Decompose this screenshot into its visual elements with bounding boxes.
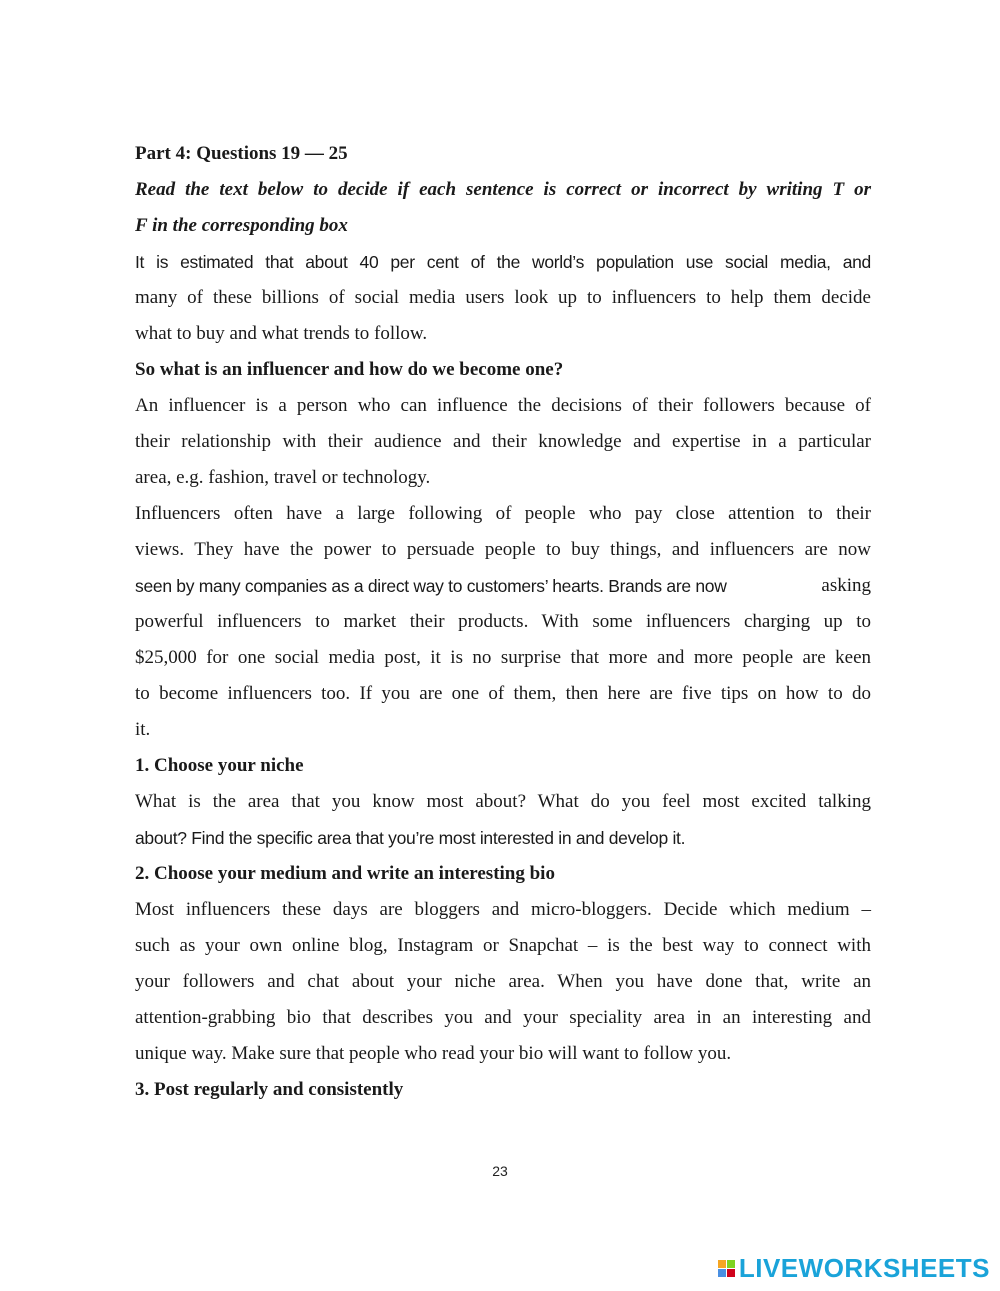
page-number: 23 [492, 1163, 508, 1179]
paragraph-line-4: powerful influencers to market their products. With some influencers charging up to [135, 611, 871, 632]
paragraph-line-3-sans: seen by many companies as a direct way to customers’ hearts. Brands are now [135, 576, 727, 596]
liveworksheets-mark-icon [718, 1260, 735, 1277]
tip3-heading: 3. Post regularly and consistently [135, 1079, 404, 1100]
tip2-line-3: your followers and chat about your niche area. When you have done that, write an [135, 971, 871, 992]
mark-square-3 [718, 1269, 726, 1277]
section-subheading: So what is an influencer and how do we become one? [135, 359, 564, 380]
paragraph-line-2: views. They have the power to persuade people to buy things, and influencers are now [135, 539, 871, 560]
tip1-heading: 1. Choose your niche [135, 755, 304, 776]
tip2-line-5: unique way. Make sure that people who read your bio will want to follow you. [135, 1043, 732, 1064]
liveworksheets-wordmark: LIVEWORKSHEETS [738, 1253, 990, 1283]
part-heading: Part 4: Questions 19 — 25 [135, 143, 348, 164]
intro-line-3: what to buy and what trends to follow. [135, 323, 428, 344]
liveworksheets-logo [718, 1253, 990, 1284]
tip1-line-1: What is the area that you know most about? What do you feel most excited talking [135, 791, 871, 812]
tip2-line-1: Most influencers these days are bloggers and micro-bloggers. Decide which medium – [135, 899, 871, 920]
tip2-line-2: such as your own online blog, Instagram or Snapchat – is the best way to connect with [135, 935, 871, 956]
intro-line-2: many of these billions of social media users look up to influencers to help them decide [135, 287, 871, 308]
definition-line-2: their relationship with their audience and their knowledge and expertise in a particular [135, 431, 871, 452]
paragraph-line-1: Influencers often have a large following of people who pay close attention to their [135, 503, 871, 524]
tip1-line-2: about? Find the specific area that you’re most interested in and develop it. [135, 828, 686, 848]
paragraph-line-5: $25,000 for one social media post, it is no surprise that more and more people are keen [135, 647, 871, 668]
instruction-line-2: F in the corresponding box [135, 215, 348, 236]
instruction-line-1: Read the text below to decide if each sentence is correct or incorrect by writing T or [135, 179, 871, 200]
paragraph-line-6: to become influencers too. If you are one of them, then here are five tips on how to do [135, 683, 871, 704]
document-page [135, 136, 871, 1108]
mark-square-4 [727, 1269, 735, 1277]
paragraph-line-3-end: asking [821, 575, 871, 596]
paragraph-line-3 [135, 568, 871, 604]
mark-square-1 [718, 1260, 726, 1268]
paragraph-line-7: it. [135, 719, 151, 740]
tip2-line-4: attention-grabbing bio that describes you and your speciality area in an interesting and [135, 1007, 871, 1028]
mark-square-2 [727, 1260, 735, 1268]
intro-line-1: It is estimated that about 40 per cent of the world’s population use social media, and [135, 252, 871, 272]
definition-line-1: An influencer is a person who can influence the decisions of their followers because of [135, 395, 871, 416]
definition-line-3: area, e.g. fashion, travel or technology. [135, 467, 431, 488]
tip2-heading: 2. Choose your medium and write an interesting bio [135, 863, 555, 884]
